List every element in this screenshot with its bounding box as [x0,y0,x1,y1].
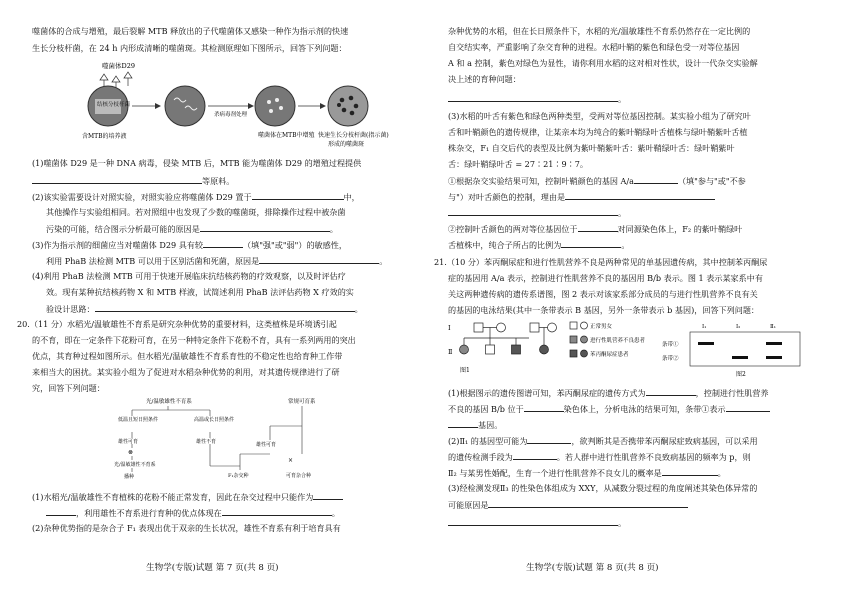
answer-blank[interactable] [662,466,718,476]
q19-4c: 验设计思路： 。 [46,304,363,314]
phage-label: 噬菌体D29 [102,62,135,70]
figure-2-caption: 图2 [736,371,746,378]
q19-2c: 污染的可能，结合图示分析最可能的原因是 。 [46,224,338,234]
answer-blank[interactable] [95,302,355,312]
q21-stem: 的基因的电泳结果(其中一条带表示 B 基因，另外一条带表示 b 基因)，回答下列问题： [448,305,760,315]
q20-1b: ，利用雄性不育系进行育种的优点体现在 。 [46,506,340,519]
mtb-label: 结核分枝杆菌 [97,102,131,108]
lane-ii1-label: Ⅱ₁ [770,324,776,330]
answer-blank[interactable] [46,506,76,516]
legend-dmd: 进行性肌营养不良患者 [590,338,646,344]
arrow-icon [248,103,254,109]
flow-fertile: 雄性可育 [118,439,139,445]
q21-stem: 关这两种遗传病的遗传系谱图，图 2 表示对该家系部分成员的与进行性肌营养不良有关 [448,289,758,299]
answer-blank[interactable] [448,418,478,428]
q21-3: (3)经检测发现Ⅱ₃ 的性染色体组成为 XXY，从减数分裂过程的角度阐述其染色体异常的 [448,483,758,493]
q21-stem: 症的基因用 A/a 表示，控制进行性肌营养不良的基因用 B/b 表示。图 1 表示某家系中有 [448,273,763,283]
right-page [430,0,860,595]
q20-stem: 的不育，即在一定条件下花粉可育，在另一种特定条件下花粉不育，具有一系列两用的突出 [32,335,356,345]
infected-dish [165,86,205,126]
answer-blank[interactable] [203,238,243,248]
flow-f1: F₁杂交种 [228,473,249,479]
legend-normal: 正常男女 [590,324,613,330]
answer-blank[interactable] [524,402,564,412]
q20-3-2b: 舌植株中，纯合子所占的比例为 。 [448,240,630,250]
q20-3: 株杂交，F₁ 自交后代的表型及比例为紫叶鞘紫叶舌：紫叶鞘绿叶舌：绿叶鞘紫叶 [448,143,735,153]
q21-1b: 不良的基因 B/b 位于 染色体上，分析电泳的结果可知，条带①表示 [448,402,770,415]
intro-line: 生长分枝杆菌，在 24 h 内形成清晰的噬菌斑。其检测原理如下图所示，回答下列问题： [32,43,347,53]
answer-blank[interactable] [448,206,618,216]
generation-ii-label: Ⅱ [448,348,453,356]
q20-stem: 优点，其育种过程如图所示。但水稻光/温敏雄性不育系育性的不稳定性也给育种工作带 [32,351,343,361]
q21-3c: 。 [448,516,626,529]
answer-blank[interactable] [252,190,344,200]
answer-blank[interactable] [561,238,621,248]
band-1-label: 条带① [662,342,679,348]
lane-i2-label: Ⅰ₂ [736,324,741,330]
phage-detection-figure [70,58,410,158]
q20-1: (1)水稻光/温敏雄性不育植株的花粉不能正常发育，因此在杂交过程中只能作为 [32,490,343,503]
q21-2: (2)Ⅱ₁ 的基因型可能为 ，欲判断其是否携带苯丙酮尿症致病基因，可以采用 [448,436,758,446]
answer-blank[interactable] [565,190,715,200]
flow-sterile: 雄性不育 [196,439,217,445]
q20-stem: 究，回答下列问题： [32,383,105,393]
flow-lowtemp: 低温且短日照条件 [118,417,159,423]
q21-3b: 可能原因是 [448,498,688,511]
pedigree-chart [460,323,557,354]
q19-3b: 利用 PhaB 法检测 MTB 可以用于区别活菌和死菌，原因是 。 [46,256,388,266]
q21-1: (1)根据图示的遗传图谱可知，苯丙酮尿症的遗传方式为 ，控制进行性肌营养 [448,388,769,398]
q20-3-1c: 。 [448,206,626,219]
plaque-caption: 快速生长分枝杆菌(指示菌) [318,132,389,139]
pedigree-and-gel-figure [444,316,844,382]
band-2-label: 条带② [662,356,679,362]
q21-2c: Ⅱ₂ 与某男性婚配，生育一个进行性肌营养不良女儿的概率是 。 [448,468,726,478]
q20-cont: 。 [448,92,626,105]
q20-cont: 自交结实率，严重影响了杂交育种的进程。水稻叶鞘的紫色和绿色受一对等位基因 [448,42,740,52]
breeding-flowchart [110,396,370,484]
answer-blank[interactable] [488,498,688,508]
answer-blank[interactable] [448,516,618,526]
replication-caption: 噬菌体在MTB中增殖 [258,132,315,139]
answer-blank[interactable] [513,450,557,460]
q20-3-1b: 与"）对叶舌颜色的控制，理由是 [448,190,715,203]
q19-4: (4)利用 PhaB 法检测 MTB 可用于快速开展临床抗结核药物的疗效观察，以及时评估疗 [32,271,346,281]
answer-blank[interactable] [448,92,618,102]
q21-1c: 基因。 [448,418,502,431]
answer-blank[interactable] [200,222,330,232]
answer-blank[interactable] [634,174,678,184]
q20-cont: 决上述的育种问题： [448,74,521,84]
answer-blank[interactable] [646,386,696,396]
q19-4b: 效。现有某种抗结核药物 X 和 MTB 样液，试简述利用 PhaB 法评估药物 X 疗效的实 [46,287,354,297]
figure-1-caption: 图1 [460,367,470,374]
q19-1: (1)噬菌体 D29 是一种 DNA 病毒，侵染 MTB 后，MTB 能为噬菌体 D29 的增殖过程提供 [32,158,362,168]
answer-blank[interactable] [32,174,202,184]
flow-normal-line: 常规可育系 [288,399,316,405]
intro-line: 噬菌体的合成与增殖，最后裂解 MTB 释放出的子代噬菌体又感染一种作为指示剂的快速 [32,26,349,36]
plaque-dish [328,86,368,126]
flow-hightemp: 高温或长日照条件 [194,417,235,423]
phage-replication-dish [255,86,295,126]
q19-2b: 其他操作与实验组相同。若对照组中也发现了少数的噬菌斑，排除操作过程中被杂菌 [46,207,346,217]
arrow-icon [320,103,326,109]
q20-cont: A 和 a 控制，紫色对绿色为显性，请你利用水稻的这对相对性状，设计一代杂交实验解 [448,58,758,68]
q19-2: (2)该实验需要设计对照实验，对照实验应将噬菌体 D29 置于 中， [32,192,360,202]
q20-3-2: ②控制叶舌颜色的两对等位基因位于 对同源染色体上，F₂ 的紫叶鞘绿叶 [448,224,743,234]
q21-stem: 21.（10 分）苯丙酮尿症和进行性肌营养不良是两种常见的单基因遗传病，其中控制苯丙酮尿 [434,257,768,267]
plaque-caption-2: 形成的噬菌斑 [328,141,365,148]
q21-2b: 的遗传检测手段为 。若人群中进行性肌营养不良致病基因的频率为 p，则 [448,452,751,462]
q20-3: 舌：绿叶鞘绿叶舌 = 27∶21∶9∶7。 [448,159,588,169]
q20-cont: 杂种优势的水稻，但在长日照条件下，水稻的光/温敏雄性不育系仍然存在一定比例的 [448,26,751,36]
flow-result-line: 光/温敏雄性不育系 [114,462,156,468]
answer-blank[interactable] [259,254,379,264]
virucide-label: 杀病毒剂处理 [214,112,248,118]
answer-blank[interactable] [222,506,332,516]
flow-seed: 播种 [124,474,135,480]
page-footer: 生物学(专版)试题 第 7 页(共 8 页) [146,563,279,573]
self-cross-icon: ⊗ [128,449,134,456]
legend-pku: 苯丙酮尿症患者 [590,352,629,358]
pedigree-legend [570,322,588,357]
answer-blank[interactable] [313,490,343,500]
flow-top: 光/温敏雄性不育系 [146,399,192,405]
flow-result-fertile: 雄性可育 [256,442,277,448]
q20-3: (3)水稻的叶舌有紫色和绿色两种类型，受两对等位基因控制。某实验小组为了研究叶 [448,111,751,121]
answer-blank[interactable] [726,402,770,412]
q20-3: 舌和叶鞘颜色的遗传规律，让某亲本均为纯合的紫叶鞘绿叶舌植株与绿叶鞘紫叶舌植 [448,127,748,137]
q20-stem: 20.（11 分）水稻光/温敏雄性不育系是研究杂种优势的重要材料，这类植株是环境诱引起 [17,319,337,329]
q20-2: (2)杂种优势指的是杂合子 F₁ 表现出优于双亲的生长状况，雄性不育系有利于培育具有 [32,523,341,533]
q20-stem: 来相当大的困扰。某实验小组为了促进对水稻杂种优势的利用，对其遗传规律进行了研 [32,367,340,377]
page-footer: 生物学(专版)试题 第 8 页(共 8 页) [526,563,659,573]
answer-blank[interactable] [527,434,571,444]
q20-3-1: ①根据杂交实验结果可知，控制叶鞘颜色的基因 A/a （填"参与"或"不参 [448,176,746,186]
answer-blank[interactable] [578,222,618,232]
generation-i-label: Ⅰ [448,324,451,332]
q19-1b: 等原料。 [32,174,234,187]
flow-fertile-offspring: 可育杂合种 [286,473,312,479]
arrow-icon [155,103,161,109]
cross-icon: × [288,457,294,464]
lane-i1-label: Ⅰ₁ [702,324,707,330]
mtb-culture-caption: 含MTB的培养液 [82,133,127,140]
gel-electrophoresis [662,324,800,378]
q19-3: (3)作为指示剂的细菌应当对噬菌体 D29 具有较 （填"强"或"弱"）的敏感性， [32,240,347,250]
